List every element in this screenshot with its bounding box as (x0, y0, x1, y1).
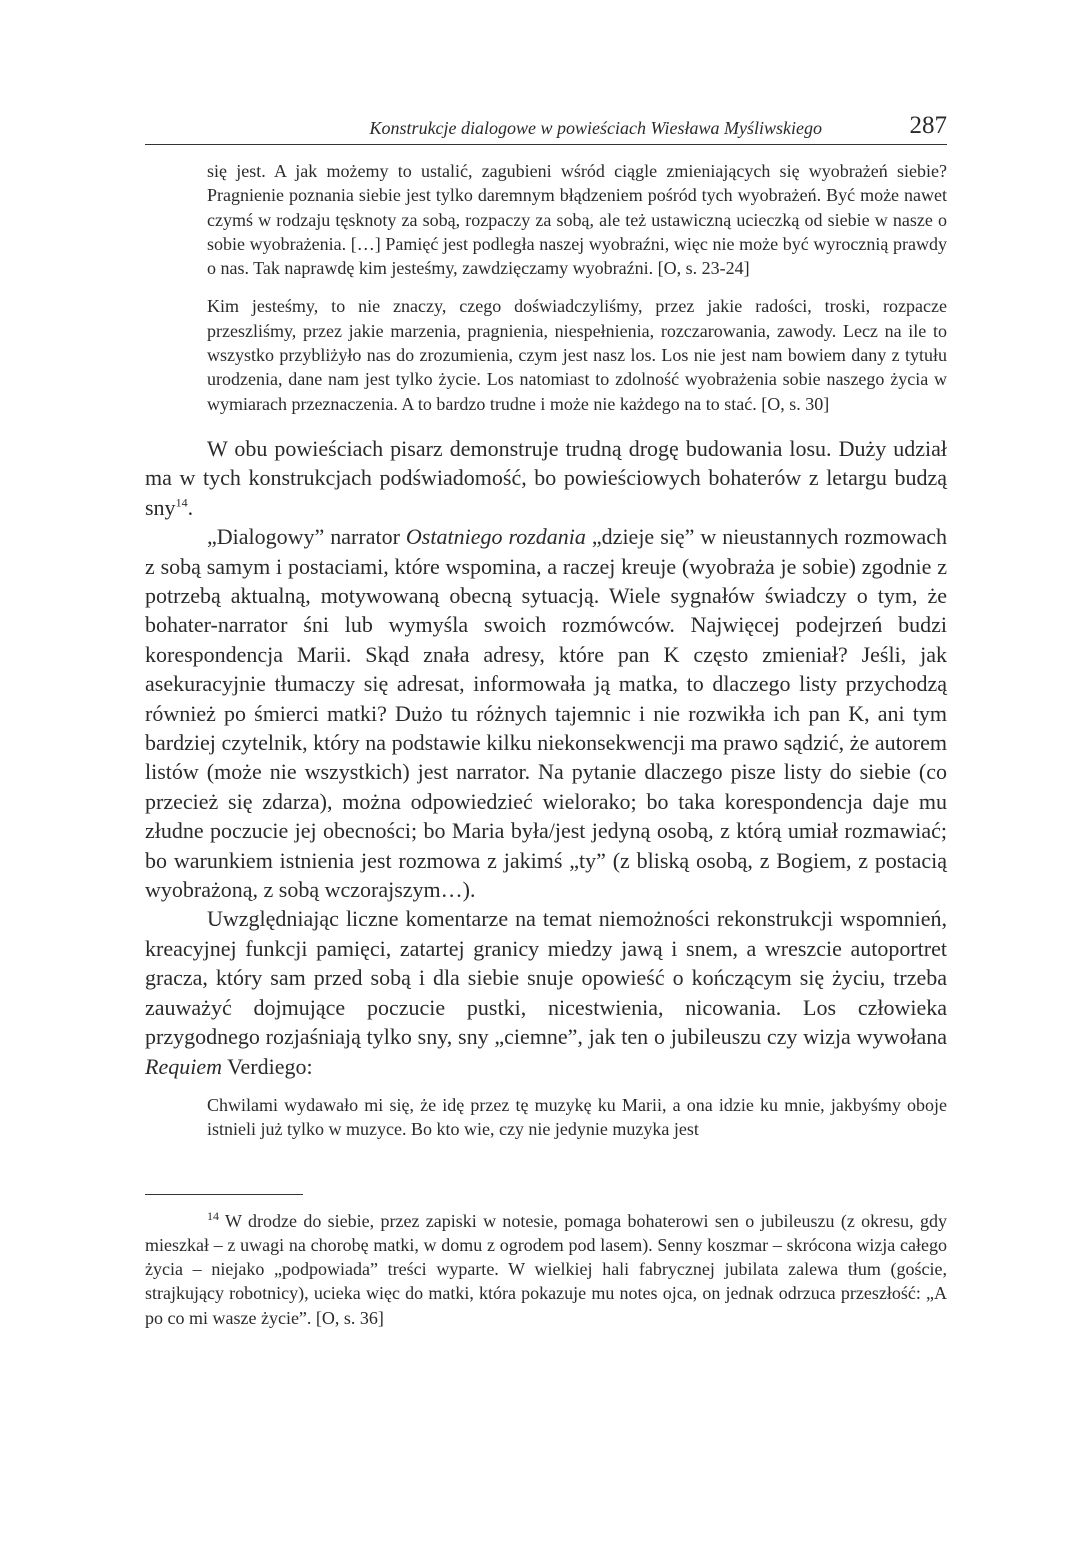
block-quote-2: Kim jesteśmy, to nie znaczy, czego doświadczyliśmy, przez jakie radości, troski, rozpacze przeszliśmy, przez jakie marzenia, pragnienia, niespełnienia, rozczarowania, zawody. Lecz na ile to wszystko przybliżyło nas do zrozumienia, czym jest nasz los. Los nie jest nam bowiem dany z tytułu urodzenia, dane nam jest tylko życie. Los natomiast to zdolność wyobrażenia sobie naszego życia w wymiarach przeznaczenia. A to bardzo trudne i może nie każdego na to stać. [O, s. 30] (207, 296, 947, 414)
footnote-text: W drodze do siebie, przez zapiski w notesie, pomaga bohaterowi sen o jubileuszu (z okresu, gdy mieszkał – z uwagi na chorobę matki, w domu z ogrodem pod lasem). Senny koszmar – skrócona wizja całego życia – niejako „podpowiada” treści wyparte. W wielkiej hali fabrycznej jubilata zalewa tłum (goście, strajkujący robotnicy), ucieka więc do matki, która pokazuje mu notes ojca, on jednak odrzuca przeszłość: „A po co mi wasze życie”. [O, s. 36] (145, 1210, 947, 1328)
paragraph-3 (145, 904, 947, 1080)
paragraph-2-rest: „dzieje się” w nieustannych rozmowach z sobą samym i postaciami, które wspomina, a raczej kreuje (wyobraża je sobie) zgodnie z potrzebą aktualną, motywowaną obecną sytuacją. Wiele sygnałów świadczy o tym, że bohater-narrator śni lub wymyśla swoich rozmówców. Najwięcej podejrzeń budzi korespondencja Marii. Skąd znała adresy, które pan K często zmieniał? Jeśli, jak asekuracyjnie tłumaczy się adresat, informowała ją matka, to dlaczego listy przychodzą również po śmierci matki? Dużo tu różnych tajemnic i nie rozwikła ich pan K, ani tym bardziej czytelnik, który na podstawie kilku niekonsekwencji ma prawo sądzić, że autorem listów (może nie wszystkich) jest narrator. Na pytanie dlaczego pisze listy do siebie (co przecież się zdarza), można odpowiedzieć wielorako; bo taka korespondencja daje mu złudne poczucie jej obecności; bo Maria była/jest jedyną osobą, z którą umiał rozmawiać; bo warunkiem istnienia jest rozmowa z jakimś „ty” (z bliską osobą, z Bogiem, z postacią wyobrażoną, z sobą wczorajszym…). (145, 524, 947, 903)
paragraph-2 (145, 522, 947, 904)
block-quote-3: Chwilami wydawało mi się, że idę przez tę muzykę ku Marii, a ona idzie ku mnie, jakbyśmy oboje istnieli już tylko w muzyce. Bo kto wie, czy nie jedynie muzyka jest (207, 1094, 947, 1140)
page (145, 110, 947, 1330)
work-title-requiem: Requiem (145, 1053, 222, 1079)
paragraph-3-end: Verdiego: (221, 1053, 313, 1079)
running-header (145, 110, 947, 145)
running-title: Konstrukcje dialogowe w powieściach Wiesława Myśliwskiego (369, 118, 822, 138)
footnote-number: 14 (207, 1208, 219, 1223)
footnote-14 (145, 1209, 947, 1330)
paragraph-1-end: . (187, 494, 194, 520)
block-quote-1: się jest. A jak możemy to ustalić, zagubieni wśród ciągle zmieniających się wyobrażeń siebie? Pragnienie poznania siebie jest tylko daremnym błądzeniem pośród tych wyobrażeń. Być może nawet czymś w rodzaju tęsknoty za sobą, rozpaczy za sobą, ale też ustawiczną ucieczką od siebie w nasze o sobie wyobrażenia. […] Pamięć jest podległa naszej wyobraźni, więc nie może być wyrocznią prawdy o nas. Tak naprawdę kim jesteśmy, zawdzięczamy wyobraźni. [O, s. 23-24] (207, 161, 947, 279)
book-title-ostatnie-rozdanie: Ostatniego rozdania (405, 524, 586, 550)
page-number: 287 (909, 112, 947, 139)
footnote-reference[interactable]: 14 (175, 495, 188, 510)
paragraph-1 (145, 434, 947, 522)
paragraph-1-text: W obu powieściach pisarz demonstruje trudną drogę budowania losu. Duży udział ma w tych konstrukcjach podświadomość, bo powieściowych bohaterów z letargu budzą sny (145, 435, 947, 520)
paragraph-2-start: „Dialogowy” narrator (207, 524, 406, 550)
footnote-divider (145, 1194, 303, 1195)
paragraph-3-start: Uwzględniając liczne komentarze na temat niemożności rekonstrukcji wspomnień, kreacyjnej funkcji pamięci, zatartej granicy miedzy jawą i snem, a wreszcie autoportret gracza, który sam przed sobą i dla siebie snuje opowieść o kończącym się życiu, trzeba zauważyć dojmujące poczucie pustki, nicestwienia, nicowania. Los człowieka przygodnego rozjaśniają tylko sny, sny „ciemne”, jak ten o jubileuszu czy wizja wywołana (145, 906, 947, 1050)
